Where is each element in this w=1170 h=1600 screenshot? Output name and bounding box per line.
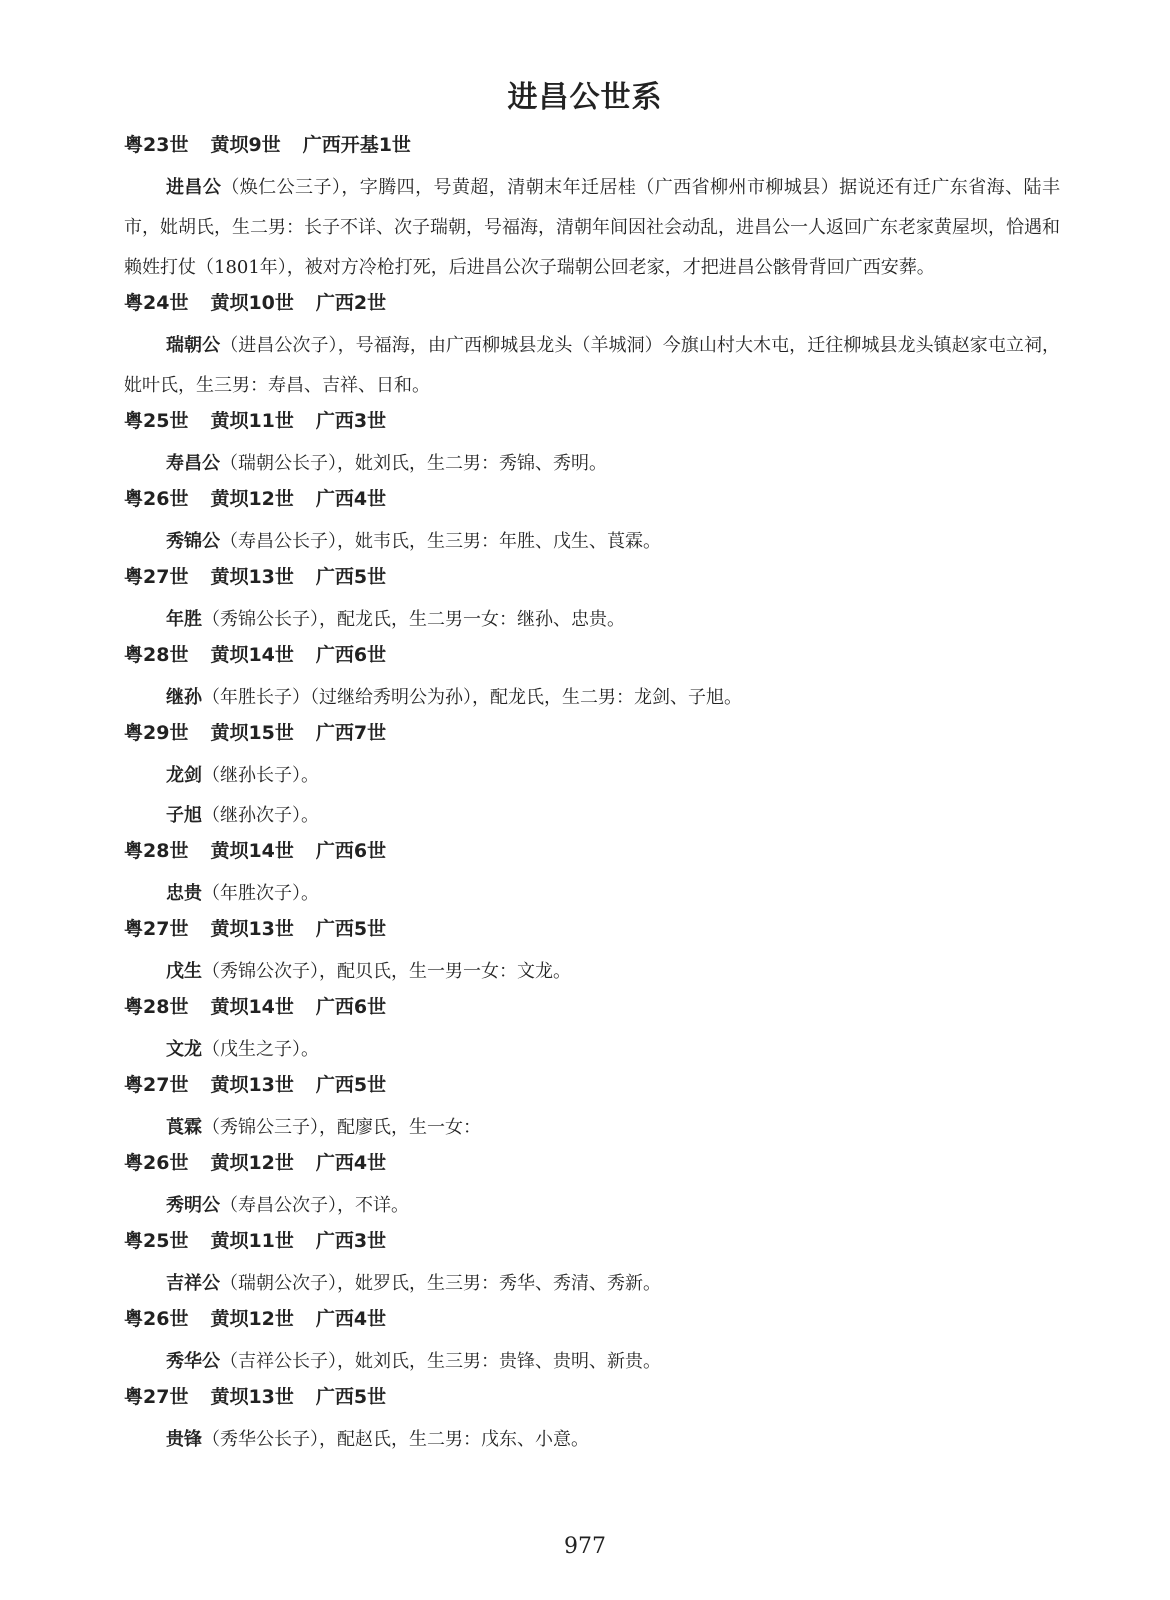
generation-label: 黄坝13世 xyxy=(210,1074,294,1096)
generation-label: 黄坝12世 xyxy=(210,1152,294,1174)
person-entry xyxy=(124,1108,1060,1148)
generation-label: 黄坝11世 xyxy=(210,1230,294,1252)
generation-label: 广西4世 xyxy=(315,1308,387,1330)
generation-label: 黄坝14世 xyxy=(210,840,294,862)
generation-label: 广西4世 xyxy=(315,1152,387,1174)
generation-label: 粤27世 xyxy=(124,566,189,588)
generation-heading xyxy=(124,992,1060,1022)
person-description: （寿昌公次子），不详。 xyxy=(220,1195,409,1216)
generation-heading xyxy=(124,1070,1060,1100)
generation-label: 广西3世 xyxy=(315,1230,387,1252)
generation-heading xyxy=(124,288,1060,318)
generation-label: 黄坝11世 xyxy=(210,410,294,432)
generation-label: 广西5世 xyxy=(315,1074,387,1096)
generation-heading xyxy=(124,640,1060,670)
generation-label: 粤25世 xyxy=(124,1230,189,1252)
person-entry xyxy=(124,1264,1060,1304)
generation-label: 黄坝13世 xyxy=(210,566,294,588)
generation-label: 广西5世 xyxy=(315,1386,387,1408)
person-description: （焕仁公三子），字腾四，号黄超，清朝末年迁居桂（广西省柳州市柳城县）据说还有迁广东省海、陆丰市，妣胡氏，生二男：长子不详、次子瑞朝，号福海，清朝年间因社会动乱，进昌公一人返回广东老家黄屋坝，恰遇和赖姓打仗（1801年），被对方冷枪打死，后进昌公次子瑞朝公回老家，才把进昌公骸骨背回广西安葬。 xyxy=(124,177,1060,278)
generation-label: 黄坝13世 xyxy=(210,918,294,940)
generation-label: 粤27世 xyxy=(124,1074,189,1096)
person-name: 秀锦公 xyxy=(166,531,220,552)
person-description: （秀锦公三子），配廖氏，生一女： xyxy=(202,1117,481,1138)
person-description: （秀锦公长子），配龙氏，生二男一女：继孙、忠贵。 xyxy=(202,609,625,630)
person-name: 年胜 xyxy=(166,609,202,630)
generation-heading xyxy=(124,718,1060,748)
generation-label: 黄坝14世 xyxy=(210,996,294,1018)
generation-label: 广西5世 xyxy=(315,566,387,588)
person-name: 进昌公 xyxy=(166,177,222,198)
person-name: 子旭 xyxy=(166,805,202,826)
person-entry xyxy=(124,756,1060,796)
person-name: 秀明公 xyxy=(166,1195,220,1216)
generation-label: 广西4世 xyxy=(315,488,387,510)
person-description: （进昌公次子），号福海，由广西柳城县龙头（羊城洞）今旗山村大木屯，迁往柳城县龙头镇赵家屯立祠，妣叶氏，生三男：寿昌、吉祥、日和。 xyxy=(124,335,1060,396)
person-description: （继孙长子）。 xyxy=(202,765,319,786)
person-entry xyxy=(124,1186,1060,1226)
generation-label: 粤29世 xyxy=(124,722,189,744)
person-entry xyxy=(124,600,1060,640)
person-name: 贵锋 xyxy=(166,1429,202,1450)
generation-heading xyxy=(124,1148,1060,1178)
person-name: 文龙 xyxy=(166,1039,202,1060)
person-entry xyxy=(124,796,1060,836)
person-entry xyxy=(124,874,1060,914)
person-name: 瑞朝公 xyxy=(166,335,221,356)
person-description: （吉祥公长子），妣刘氏，生三男：贵锋、贵明、新贵。 xyxy=(220,1351,661,1372)
generation-label: 黄坝9世 xyxy=(210,134,281,156)
person-description: （寿昌公长子），妣韦氏，生三男：年胜、戊生、莨霖。 xyxy=(220,531,661,552)
generation-label: 广西2世 xyxy=(315,292,387,314)
generation-heading xyxy=(124,1304,1060,1334)
person-entry xyxy=(124,952,1060,992)
person-description: （瑞朝公次子），妣罗氏，生三男：秀华、秀清、秀新。 xyxy=(220,1273,661,1294)
generation-label: 黄坝15世 xyxy=(210,722,294,744)
generation-heading xyxy=(124,562,1060,592)
person-entry xyxy=(124,168,1060,288)
generation-label: 广西7世 xyxy=(315,722,387,744)
generation-heading xyxy=(124,1226,1060,1256)
generation-heading xyxy=(124,1382,1060,1412)
generation-label: 粤28世 xyxy=(124,996,189,1018)
person-entry xyxy=(124,1342,1060,1382)
generation-label: 广西3世 xyxy=(315,410,387,432)
person-name: 龙剑 xyxy=(166,765,202,786)
person-entry xyxy=(124,1030,1060,1070)
generation-label: 粤25世 xyxy=(124,410,189,432)
generation-label: 粤24世 xyxy=(124,292,189,314)
generation-heading xyxy=(124,406,1060,436)
generation-heading xyxy=(124,484,1060,514)
person-entry xyxy=(124,326,1060,406)
generation-label: 黄坝10世 xyxy=(210,292,294,314)
person-name: 莨霖 xyxy=(166,1117,202,1138)
generation-label: 粤28世 xyxy=(124,840,189,862)
generation-heading xyxy=(124,914,1060,944)
person-description: （年胜长子）（过继给秀明公为孙），配龙氏，生二男：龙剑、子旭。 xyxy=(202,687,742,708)
generation-label: 粤23世 xyxy=(124,134,189,156)
person-name: 吉祥公 xyxy=(166,1273,220,1294)
page-title: 进昌公世系 xyxy=(507,80,663,115)
genealogy-entries xyxy=(124,130,1060,1460)
person-name: 戊生 xyxy=(166,961,202,982)
generation-heading xyxy=(124,130,1060,160)
person-description: （瑞朝公长子），妣刘氏，生二男：秀锦、秀明。 xyxy=(220,453,607,474)
person-description: （秀锦公次子），配贝氏，生一男一女：文龙。 xyxy=(202,961,571,982)
generation-label: 广西开基1世 xyxy=(302,134,411,156)
person-description: （年胜次子）。 xyxy=(202,883,319,904)
person-description: （继孙次子）。 xyxy=(202,805,319,826)
generation-label: 黄坝14世 xyxy=(210,644,294,666)
generation-label: 粤26世 xyxy=(124,488,189,510)
generation-label: 粤28世 xyxy=(124,644,189,666)
person-entry xyxy=(124,678,1060,718)
person-description: （秀华公长子），配赵氏，生二男：戊东、小意。 xyxy=(202,1429,589,1450)
person-entry xyxy=(124,522,1060,562)
generation-label: 广西6世 xyxy=(315,996,387,1018)
generation-label: 广西5世 xyxy=(315,918,387,940)
generation-label: 粤27世 xyxy=(124,1386,189,1408)
person-entry xyxy=(124,1420,1060,1460)
generation-label: 广西6世 xyxy=(315,644,387,666)
generation-label: 黄坝12世 xyxy=(210,488,294,510)
generation-label: 广西6世 xyxy=(315,840,387,862)
generation-label: 黄坝12世 xyxy=(210,1308,294,1330)
person-name: 秀华公 xyxy=(166,1351,220,1372)
generation-label: 粤26世 xyxy=(124,1152,189,1174)
generation-label: 粤26世 xyxy=(124,1308,189,1330)
generation-heading xyxy=(124,836,1060,866)
generation-label: 粤27世 xyxy=(124,918,189,940)
person-name: 寿昌公 xyxy=(166,453,220,474)
person-description: （戊生之子）。 xyxy=(202,1039,319,1060)
person-name: 继孙 xyxy=(166,687,202,708)
person-name: 忠贵 xyxy=(166,883,202,904)
generation-label: 黄坝13世 xyxy=(210,1386,294,1408)
page-number: 977 xyxy=(564,1534,606,1559)
person-entry xyxy=(124,444,1060,484)
